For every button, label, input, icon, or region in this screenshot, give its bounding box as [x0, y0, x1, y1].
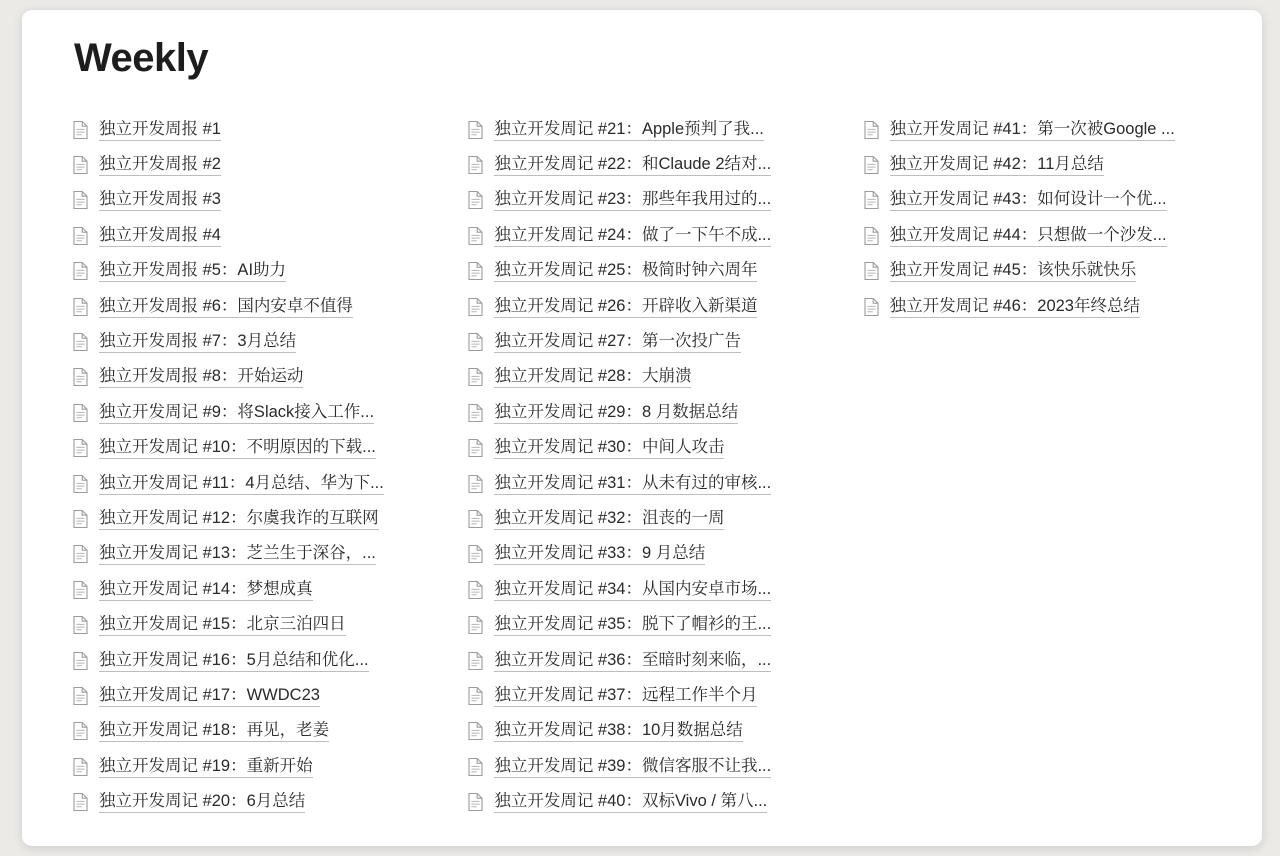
- document-icon: [467, 792, 484, 812]
- list-item-label[interactable]: 独立开发周报 #8：开始运动: [99, 366, 303, 388]
- document-icon: [467, 226, 484, 246]
- list-item[interactable]: [66, 360, 445, 395]
- list-item-label[interactable]: 独立开发周记 #35：脱下了帽衫的王...: [494, 614, 771, 636]
- document-icon: [467, 686, 484, 706]
- document-icon: [72, 155, 89, 175]
- list-item-label[interactable]: 独立开发周记 #31：从未有过的审核...: [494, 473, 771, 495]
- list-item-label[interactable]: 独立开发周记 #11：4月总结、华为下...: [99, 473, 384, 495]
- list-item[interactable]: [461, 714, 840, 749]
- list-item-label[interactable]: 独立开发周记 #45：该快乐就快乐: [890, 260, 1137, 282]
- document-icon: [467, 403, 484, 423]
- document-icon: [467, 190, 484, 210]
- document-icon: [467, 757, 484, 777]
- list-item[interactable]: [461, 784, 840, 819]
- list-item[interactable]: [66, 537, 445, 572]
- list-item[interactable]: [461, 749, 840, 784]
- list-item-label[interactable]: 独立开发周记 #40：双标Vivo / 第八...: [494, 791, 767, 813]
- list-item-label[interactable]: 独立开发周记 #32：沮丧的一周: [494, 508, 724, 530]
- list-item[interactable]: [66, 254, 445, 289]
- list-item[interactable]: [461, 607, 840, 642]
- list-item[interactable]: [66, 112, 445, 147]
- list-item[interactable]: [461, 112, 840, 147]
- document-icon: [863, 155, 880, 175]
- list-item-label[interactable]: 独立开发周记 #44：只想做一个沙发...: [890, 225, 1167, 247]
- document-icon: [72, 615, 89, 635]
- document-icon: [72, 261, 89, 281]
- list-item[interactable]: [66, 501, 445, 536]
- document-icon: [72, 120, 89, 140]
- document-icon: [72, 190, 89, 210]
- list-item[interactable]: [66, 218, 445, 253]
- list-item[interactable]: [461, 431, 840, 466]
- document-icon: [863, 297, 880, 317]
- list-item[interactable]: [66, 572, 445, 607]
- list-item-label[interactable]: 独立开发周记 #38：10月数据总结: [494, 720, 742, 742]
- list-item-label[interactable]: 独立开发周记 #41：第一次被Google ...: [890, 119, 1175, 141]
- list-item-label[interactable]: 独立开发周记 #25：极简时钟六周年: [494, 260, 757, 282]
- list-item-label[interactable]: 独立开发周记 #42：11月总结: [890, 154, 1104, 176]
- document-icon: [467, 651, 484, 671]
- list-item[interactable]: [857, 147, 1236, 182]
- list-item-label[interactable]: 独立开发周记 #9：将Slack接入工作...: [99, 402, 374, 424]
- list-item-label[interactable]: 独立开发周记 #19：重新开始: [99, 756, 313, 778]
- list-item[interactable]: [857, 112, 1236, 147]
- document-icon: [467, 474, 484, 494]
- document-icon: [72, 686, 89, 706]
- list-item[interactable]: [66, 607, 445, 642]
- list-item-label[interactable]: 独立开发周记 #12：尔虞我诈的互联网: [99, 508, 379, 530]
- document-icon: [467, 297, 484, 317]
- list-item-label[interactable]: 独立开发周记 #26：开辟收入新渠道: [494, 296, 757, 318]
- list-item[interactable]: [461, 466, 840, 501]
- list-item-label[interactable]: 独立开发周记 #30：中间人攻击: [494, 437, 724, 459]
- document-icon: [72, 226, 89, 246]
- list-item-label[interactable]: 独立开发周记 #24：做了一下午不成...: [494, 225, 771, 247]
- list-item-label[interactable]: 独立开发周记 #14：梦想成真: [99, 579, 313, 601]
- list-item-label[interactable]: 独立开发周记 #15：北京三泊四日: [99, 614, 346, 636]
- list-item-label[interactable]: 独立开发周报 #5：AI助力: [99, 260, 286, 282]
- list-item[interactable]: [857, 254, 1236, 289]
- list-item[interactable]: [66, 289, 445, 324]
- page-title: Weekly: [74, 36, 209, 80]
- list-item[interactable]: [66, 784, 445, 819]
- document-icon: [72, 792, 89, 812]
- document-icon: [72, 297, 89, 317]
- document-icon: [72, 367, 89, 387]
- list-item[interactable]: [461, 395, 840, 430]
- document-icon: [72, 757, 89, 777]
- list-item[interactable]: [66, 466, 445, 501]
- document-icon: [467, 544, 484, 564]
- list-item-label[interactable]: 独立开发周记 #10：不明原因的下载...: [99, 437, 376, 459]
- list-item-label[interactable]: 独立开发周报 #7：3月总结: [99, 331, 296, 353]
- list-item-label[interactable]: 独立开发周记 #23：那些年我用过的...: [494, 189, 771, 211]
- document-icon: [72, 509, 89, 529]
- column-1: [66, 112, 445, 820]
- document-icon: [72, 332, 89, 352]
- document-icon: [863, 190, 880, 210]
- document-icon: [467, 120, 484, 140]
- list-item[interactable]: [461, 324, 840, 359]
- document-page: [22, 10, 1262, 846]
- column-2: [461, 112, 840, 820]
- document-icon: [72, 580, 89, 600]
- list-item[interactable]: [461, 501, 840, 536]
- document-icon: [72, 721, 89, 741]
- list-item[interactable]: [66, 431, 445, 466]
- list-item[interactable]: [66, 714, 445, 749]
- list-item-label[interactable]: 独立开发周记 #18：再见，老姜: [99, 720, 329, 742]
- list-item[interactable]: [461, 643, 840, 678]
- list-item-label[interactable]: 独立开发周报 #6：国内安卓不值得: [99, 296, 353, 318]
- list-item-label[interactable]: 独立开发周报 #3: [99, 189, 221, 211]
- list-item-label[interactable]: 独立开发周记 #22：和Claude 2结对...: [494, 154, 771, 176]
- list-item-label[interactable]: 独立开发周记 #21：Apple预判了我...: [494, 119, 764, 141]
- list-item-label[interactable]: 独立开发周记 #36：至暗时刻来临，...: [494, 650, 771, 672]
- list-item[interactable]: [461, 537, 840, 572]
- list-item-label[interactable]: 独立开发周报 #1: [99, 119, 221, 141]
- list-item[interactable]: [66, 147, 445, 182]
- list-item[interactable]: [66, 749, 445, 784]
- document-icon: [72, 474, 89, 494]
- list-item-label[interactable]: 独立开发周报 #4: [99, 225, 221, 247]
- list-item[interactable]: [857, 183, 1236, 218]
- list-item[interactable]: [66, 183, 445, 218]
- list-item[interactable]: [461, 572, 840, 607]
- column-3: [857, 112, 1236, 820]
- list-item-label[interactable]: 独立开发周记 #16：5月总结和优化...: [99, 650, 369, 672]
- link-columns: [66, 112, 1236, 820]
- document-icon: [467, 261, 484, 281]
- document-icon: [467, 721, 484, 741]
- list-item[interactable]: [66, 643, 445, 678]
- list-item[interactable]: [461, 289, 840, 324]
- document-icon: [863, 261, 880, 281]
- list-item-label[interactable]: 独立开发周记 #46：2023年终总结: [890, 296, 1140, 318]
- document-icon: [72, 544, 89, 564]
- document-icon: [467, 155, 484, 175]
- document-icon: [467, 580, 484, 600]
- list-item-label[interactable]: 独立开发周记 #34：从国内安卓市场...: [494, 579, 771, 601]
- list-item-label[interactable]: 独立开发周记 #37：远程工作半个月: [494, 685, 757, 707]
- document-icon: [72, 403, 89, 423]
- list-item[interactable]: [857, 289, 1236, 324]
- document-icon: [72, 438, 89, 458]
- document-icon: [467, 438, 484, 458]
- list-item[interactable]: [461, 254, 840, 289]
- document-icon: [467, 509, 484, 529]
- document-icon: [863, 120, 880, 140]
- list-item-label[interactable]: 独立开发周报 #2: [99, 154, 221, 176]
- list-item-label[interactable]: 独立开发周记 #20：6月总结: [99, 791, 305, 813]
- list-item[interactable]: [857, 218, 1236, 253]
- list-item[interactable]: [461, 678, 840, 713]
- list-item[interactable]: [461, 147, 840, 182]
- list-item-label[interactable]: 独立开发周记 #17：WWDC23: [99, 685, 320, 707]
- document-icon: [467, 332, 484, 352]
- list-item[interactable]: [66, 395, 445, 430]
- list-item-label[interactable]: 独立开发周记 #13：芝兰生于深谷，...: [99, 543, 376, 565]
- list-item[interactable]: [461, 218, 840, 253]
- list-item-label[interactable]: 独立开发周记 #29：8 月数据总结: [494, 402, 738, 424]
- list-item-label[interactable]: 独立开发周记 #43：如何设计一个优...: [890, 189, 1167, 211]
- list-item[interactable]: [66, 678, 445, 713]
- list-item[interactable]: [66, 324, 445, 359]
- list-item[interactable]: [461, 183, 840, 218]
- document-icon: [467, 615, 484, 635]
- document-icon: [72, 651, 89, 671]
- list-item[interactable]: [461, 360, 840, 395]
- list-item-label[interactable]: 独立开发周记 #33：9 月总结: [494, 543, 705, 565]
- list-item-label[interactable]: 独立开发周记 #39：微信客服不让我...: [494, 756, 771, 778]
- document-icon: [467, 367, 484, 387]
- list-item-label[interactable]: 独立开发周记 #27：第一次投广告: [494, 331, 741, 353]
- document-icon: [863, 226, 880, 246]
- list-item-label[interactable]: 独立开发周记 #28：大崩溃: [494, 366, 691, 388]
